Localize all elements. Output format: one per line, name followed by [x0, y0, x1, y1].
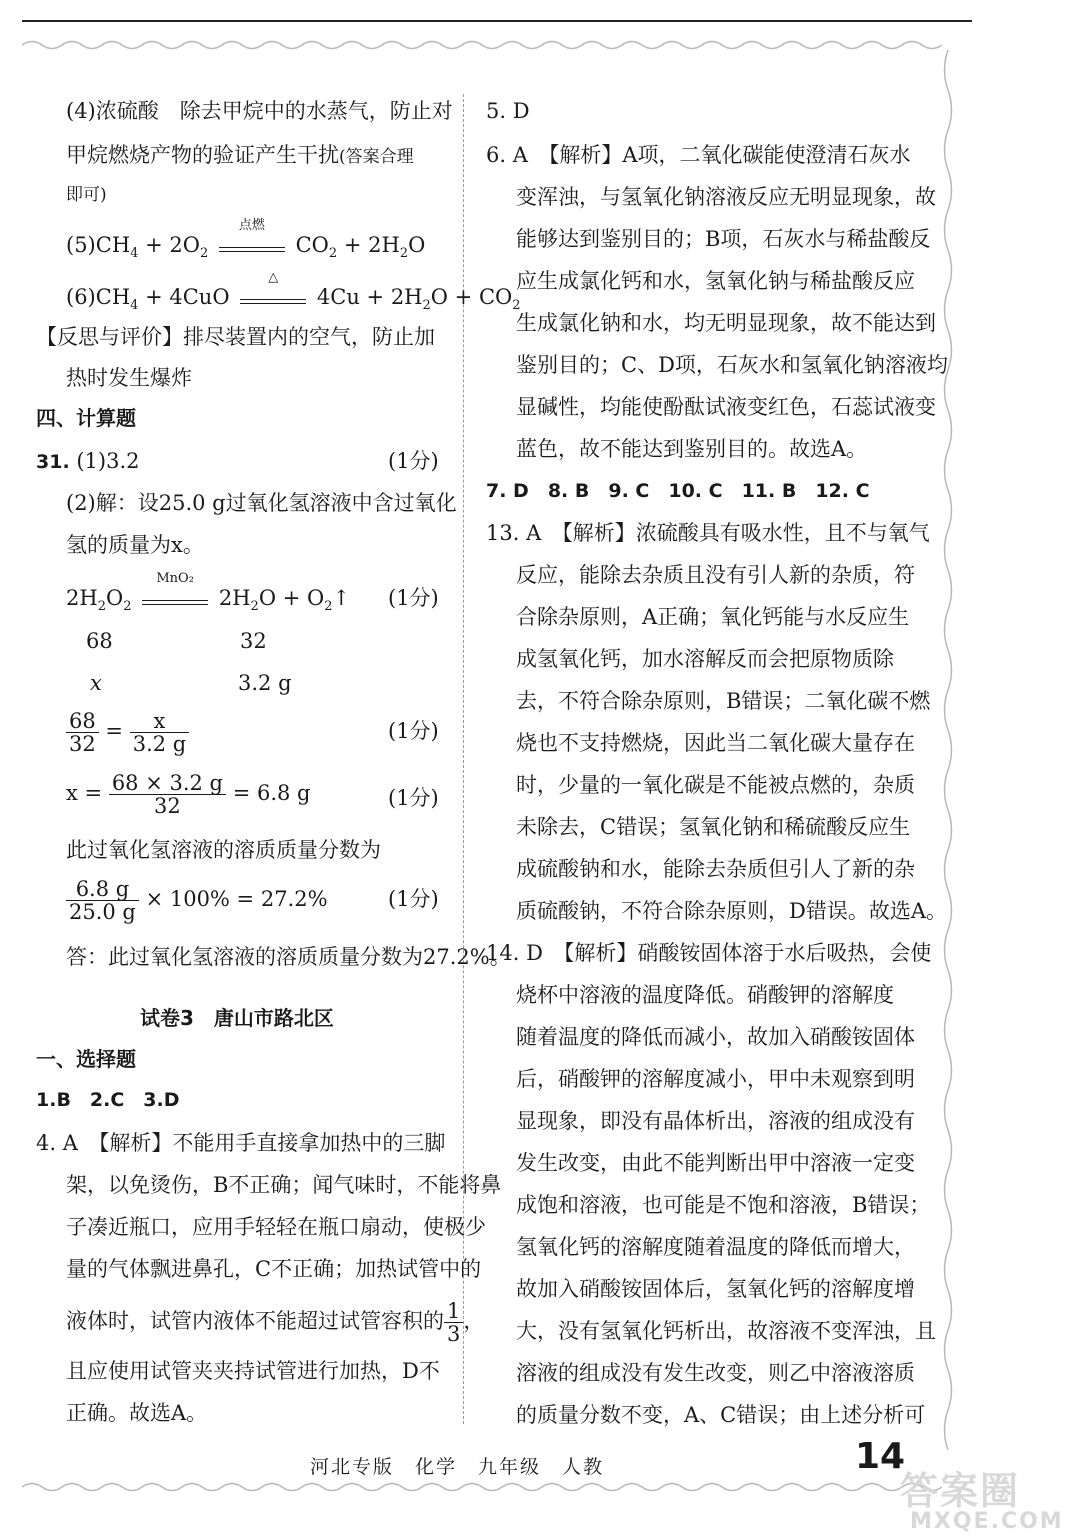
- q6-line7: 显碱性，均能使酚酞试液变红色，石蕊试液变: [516, 395, 936, 419]
- page-number: 14: [855, 1436, 906, 1477]
- q14-line8: 氢氧化钙的溶解度随着温度的降低而增大，: [516, 1235, 915, 1259]
- watermark-logo: 答案圈 MXQE.COM: [900, 1469, 1064, 1534]
- answer-5: 5. D: [486, 99, 530, 123]
- q4-line4: 量的气体飘进鼻孔，C不正确；加热试管中的: [66, 1257, 482, 1281]
- q14-line11: 溶液的组成没有发生改变，则乙中溶液溶质: [516, 1361, 915, 1385]
- q4-line7: 正确。故选A。: [66, 1401, 208, 1425]
- q14-line5: 显现象，即没有晶体析出，溶液的组成没有: [516, 1109, 915, 1133]
- decomposition-equation: $2H_2O_2$ MnO₂ $2H_2O$ + $O_2↑$: [66, 571, 351, 615]
- q6-line3: 能够达到鉴别目的；B项，石灰水与稀盐酸反: [516, 227, 931, 251]
- answer-4-line2: 甲烷燃烧产物的验证产生干扰(答案合理: [66, 143, 414, 167]
- mass-fraction-text: 此过氧化氢溶液的溶质质量分数为: [66, 838, 381, 862]
- mass-fraction-score: (1分): [388, 887, 439, 911]
- ratio-3-2g: 3.2 g: [238, 671, 292, 695]
- equation-score: (1分): [388, 586, 439, 610]
- footer-edition: 河北专版 化学 九年级 人教: [310, 1456, 605, 1478]
- q6-line8: 蓝色，故不能达到鉴别目的。故选A。: [516, 437, 868, 461]
- reaction-condition-heat: △: [240, 287, 306, 304]
- answers-1-3: 1.B 2.C 3.D: [36, 1089, 180, 1111]
- q31-part2-line2: 氢的质量为x。: [66, 533, 204, 557]
- answer-4-text: (4)浓硫酸 除去甲烷中的水蒸气，防止对: [66, 99, 453, 123]
- q4-line2: 架，以免烫伤，B不正确；闻气味时，不能将鼻: [66, 1173, 502, 1197]
- reaction-condition-catalyst: MnO₂: [142, 588, 208, 605]
- equation-5: $(5)CH_4 + 2O_2$ 点燃 $CO_2 + 2H_2O$: [66, 218, 426, 262]
- equation-6: $(6)CH_4 + 4CuO$ △ $4Cu + 2H_2O + CO_2$: [66, 270, 521, 314]
- q6-line5: 生成氯化钠和水，均无明显现象，故不能达到: [516, 311, 936, 335]
- ratio-68: 68: [86, 629, 113, 653]
- answer-4-line3: 即可): [66, 185, 107, 205]
- proportion-score: (1分): [388, 719, 439, 743]
- q14-line12: 的质量分数不变，A、C错误；由上述分析可: [516, 1403, 926, 1427]
- q14-line2: 烧杯中溶液的温度降低。硝酸钾的溶解度: [516, 983, 894, 1007]
- q13-line8: 未除去，C错误；氢氧化钠和稀硫酸反应生: [516, 815, 911, 839]
- q14-line3: 随着温度的降低而减小，故加入硝酸铵固体: [516, 1025, 915, 1049]
- proportion-fraction: $\frac{68}{32}$ = $\frac{x}{3.2 g}$: [66, 710, 189, 755]
- ratio-32: 32: [240, 629, 267, 653]
- q14-line10: 大，没有氢氧化钙析出，故溶液不变浑浊，且: [516, 1319, 936, 1343]
- q13-line6: 烧也不支持燃烧，因此当二氧化碳大量存在: [516, 731, 915, 755]
- bottom-wave-border: [22, 1478, 942, 1496]
- q31-part2-line1: (2)解：设25.0 g过氧化氢溶液中含过氧化: [66, 491, 457, 515]
- reflection-line1: 【反思与评价】排尽装置内的空气，防止加: [36, 325, 435, 349]
- reaction-condition-burn: 点燃: [219, 235, 285, 252]
- q6-line6: 鉴别目的；C、D项，石灰水和氢氧化钠溶液均: [516, 353, 948, 377]
- q13-line2: 反应，能除去杂质且没有引人新的杂质，符: [516, 563, 915, 587]
- q14-line7: 成饱和溶液，也可能是不饱和溶液，B错误；: [516, 1193, 931, 1217]
- q13-line7: 时，少量的一氧化碳是不能被点燃的，杂质: [516, 773, 915, 797]
- ratio-x: x: [90, 671, 102, 695]
- q13-line10: 质硫酸钠，不符合除杂原则，D错误。故选A。: [516, 899, 948, 923]
- answers-7-12: 7. D 8. B 9. C 10. C 11. B 12. C: [486, 480, 870, 502]
- q4-line5: 液体时，试管内液体不能超过试管容积的 $\frac{1}{3}$ ，: [66, 1299, 485, 1346]
- q6-line2: 变浑浊，与氢氧化钠溶液反应无明显现象，故: [516, 185, 936, 209]
- reflection-line2: 热时发生爆炸: [66, 366, 192, 390]
- solve-x-fraction: x = $\frac{68 \times 3.2 g}{32}$ = 6.8 g: [66, 771, 311, 818]
- q14-line6: 发生改变，由此不能判断出甲中溶液一定变: [516, 1151, 915, 1175]
- q31-part1: 31. (1)3.2: [36, 449, 140, 473]
- solve-x-score: (1分): [388, 786, 439, 810]
- right-wave-border: [938, 50, 958, 1470]
- q13-line5: 去，不符合除杂原则，B错误；二氧化碳不燃: [516, 689, 931, 713]
- q13-line9: 成硫酸钠和水，能除去杂质但引人了新的杂: [516, 857, 915, 881]
- q4-line1: 4. A 【解析】不能用手直接拿加热中的三脚: [36, 1131, 446, 1155]
- q4-line3: 子凑近瓶口，应用手轻轻在瓶口扇动，使极少: [66, 1215, 486, 1239]
- top-rule: [22, 20, 972, 22]
- section-calculation-heading: 四、计算题: [36, 406, 136, 430]
- mass-fraction-calc: $\frac{6.8 g}{25.0 g}$ × 100% = 27.2%: [66, 878, 328, 923]
- final-answer: 答：此过氧化氢溶液的溶质质量分数为27.2%。: [66, 945, 511, 969]
- q4-line6: 且应使用试管夹夹持试管进行加热，D不: [66, 1359, 440, 1383]
- paper3-title: 试卷3 唐山市路北区: [140, 1006, 334, 1030]
- top-wave-border: [22, 36, 942, 54]
- section-choice-heading: 一、选择题: [36, 1047, 136, 1071]
- q13-line4: 成氢氧化钙，加水溶解反而会把原物质除: [516, 647, 894, 671]
- q14-line1: 14. D 【解析】硝酸铵固体溶于水后吸热，会使: [486, 941, 932, 965]
- q13-line1: 13. A 【解析】浓硫酸具有吸水性，且不与氧气: [486, 521, 930, 545]
- q14-line4: 后，硝酸钾的溶解度减小，甲中未观察到明: [516, 1067, 915, 1091]
- q13-line3: 合除杂原则，A正确；氧化钙能与水反应生: [516, 605, 910, 629]
- q6-line4: 应生成氯化钙和水，氢氧化钠与稀盐酸反应: [516, 269, 915, 293]
- q14-line9: 故加入硝酸铵固体后，氢氧化钙的溶解度增: [516, 1277, 915, 1301]
- q31-part1-score: (1分): [388, 449, 439, 473]
- q6-line1: 6. A 【解析】A项，二氧化碳能使澄清石灰水: [486, 143, 911, 167]
